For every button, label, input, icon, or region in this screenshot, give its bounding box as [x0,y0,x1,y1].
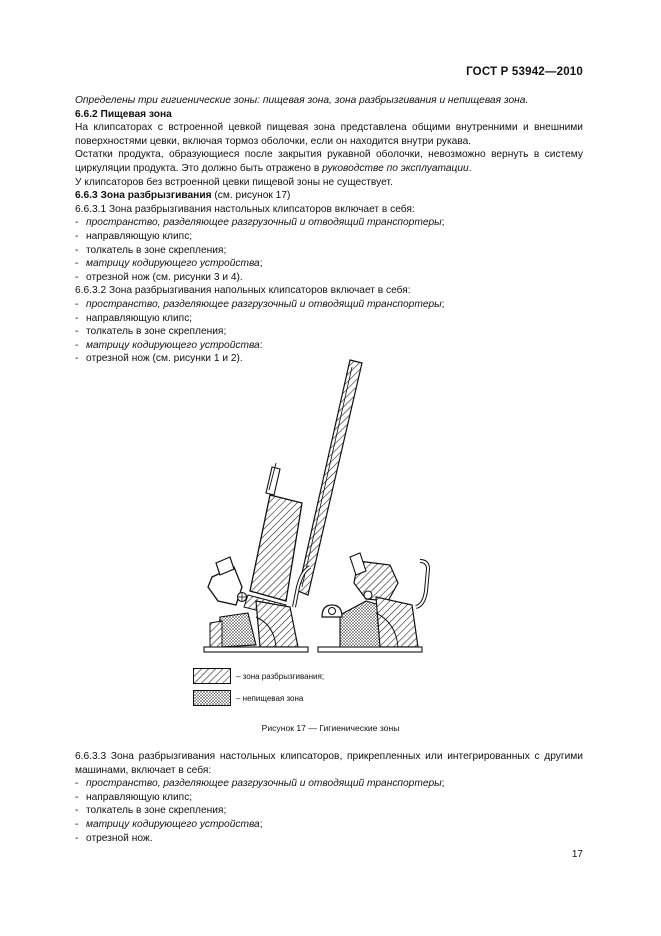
section-suffix: (см. рисунок 17) [211,190,291,202]
list-6-6-3-1 [75,216,583,284]
section-6-6-3-heading [75,189,583,203]
section-6-6-3-2-lead: 6.6.3.2 Зона разбрызгивания напольных клипсаторов включает в себя: [75,285,411,297]
document-body-bottom [75,750,583,845]
section-6-6-2-paragraph-1: На клипсаторах с встроенной цевкой пищевая зона представлена общими внутренними и внешними поверхностями цевки, включая тормоз оболочки, если он находится внутри рукава. [75,122,583,147]
list-item: - направляющую клипс; [75,791,193,803]
list-item: - толкатель в зоне скрепления; [75,244,227,256]
table-clipper-machine [318,553,428,652]
list-item: - матрицу кодирующего устройства; [75,258,263,270]
clipper-machines-drawing [190,355,450,670]
section-6-6-2-paragraph-2: Остатки продукта, образующиеся после закрытия рукавной оболочки, невозможно вернуть в систему циркуляции продукта. Это должно быть отражено в руководстве по эксплуатации. [75,149,583,174]
list-item: - матрицу кодирующего устройства; [75,818,263,830]
section-number: 6.6.3 [75,190,98,202]
list-item: - отрезной нож (см. рисунки 1 и 2). [75,353,243,365]
list-item: - отрезной нож. [75,832,153,844]
intro-paragraph: Определены три гигиенические зоны: пищевая зона, зона разбрызгивания и непищевая зона. [75,95,529,106]
document-header: ГОСТ Р 53942—2010 [466,66,583,78]
section-6-6-3-3-lead: 6.6.3.3 Зона разбрызгивания настольных клипсаторов, прикрепленных или интегрированных с другими машинами, включает в себя: [75,751,583,776]
legend-label: – зона разбрызгивания; [236,671,325,681]
dotted-swatch-icon [193,690,231,706]
section-title: Зона разбрызгивания [100,190,212,202]
list-item: - отрезной нож (см. рисунки 3 и 4). [75,271,243,283]
list-item: - направляющую клипс; [75,312,193,324]
list-item: - направляющую клипс; [75,230,193,242]
hygiene-zones-figure [190,355,450,670]
page-number: 17 [571,849,583,860]
legend-label: – непищевая зона [236,693,304,703]
section-6-6-3-1-lead: 6.6.3.1 Зона разбрызгивания настольных клипсаторов включает в себя: [75,203,415,215]
list-item: - матрицу кодирующего устройства: [75,339,263,351]
section-title: Пищевая зона [100,108,172,120]
list-6-6-3-3 [75,777,583,845]
hatch-swatch-icon [193,668,231,684]
section-number: 6.6.2 [75,108,98,120]
section-6-6-2-paragraph-3: У клипсаторов без встроенной цевки пищевой зоны не существует. [75,176,393,188]
list-item: - толкатель в зоне скрепления; [75,326,227,338]
figure-caption: Рисунок 17 — Гигиенические зоны [261,723,400,733]
document-body-top [75,94,583,366]
legend-item-splash-zone [193,668,324,684]
list-item: - пространство, разделяющее разгрузочный и отводящий транспортеры; [75,298,445,310]
list-item: - пространство, разделяющее разгрузочный и отводящий транспортеры; [75,217,445,229]
list-item: - пространство, разделяющее разгрузочный и отводящий транспортеры; [75,778,445,790]
list-item: - толкатель в зоне скрепления; [75,805,227,817]
legend-item-nonfood-zone [193,690,303,706]
figure-legend [193,668,443,710]
section-6-6-2-heading [75,108,583,122]
